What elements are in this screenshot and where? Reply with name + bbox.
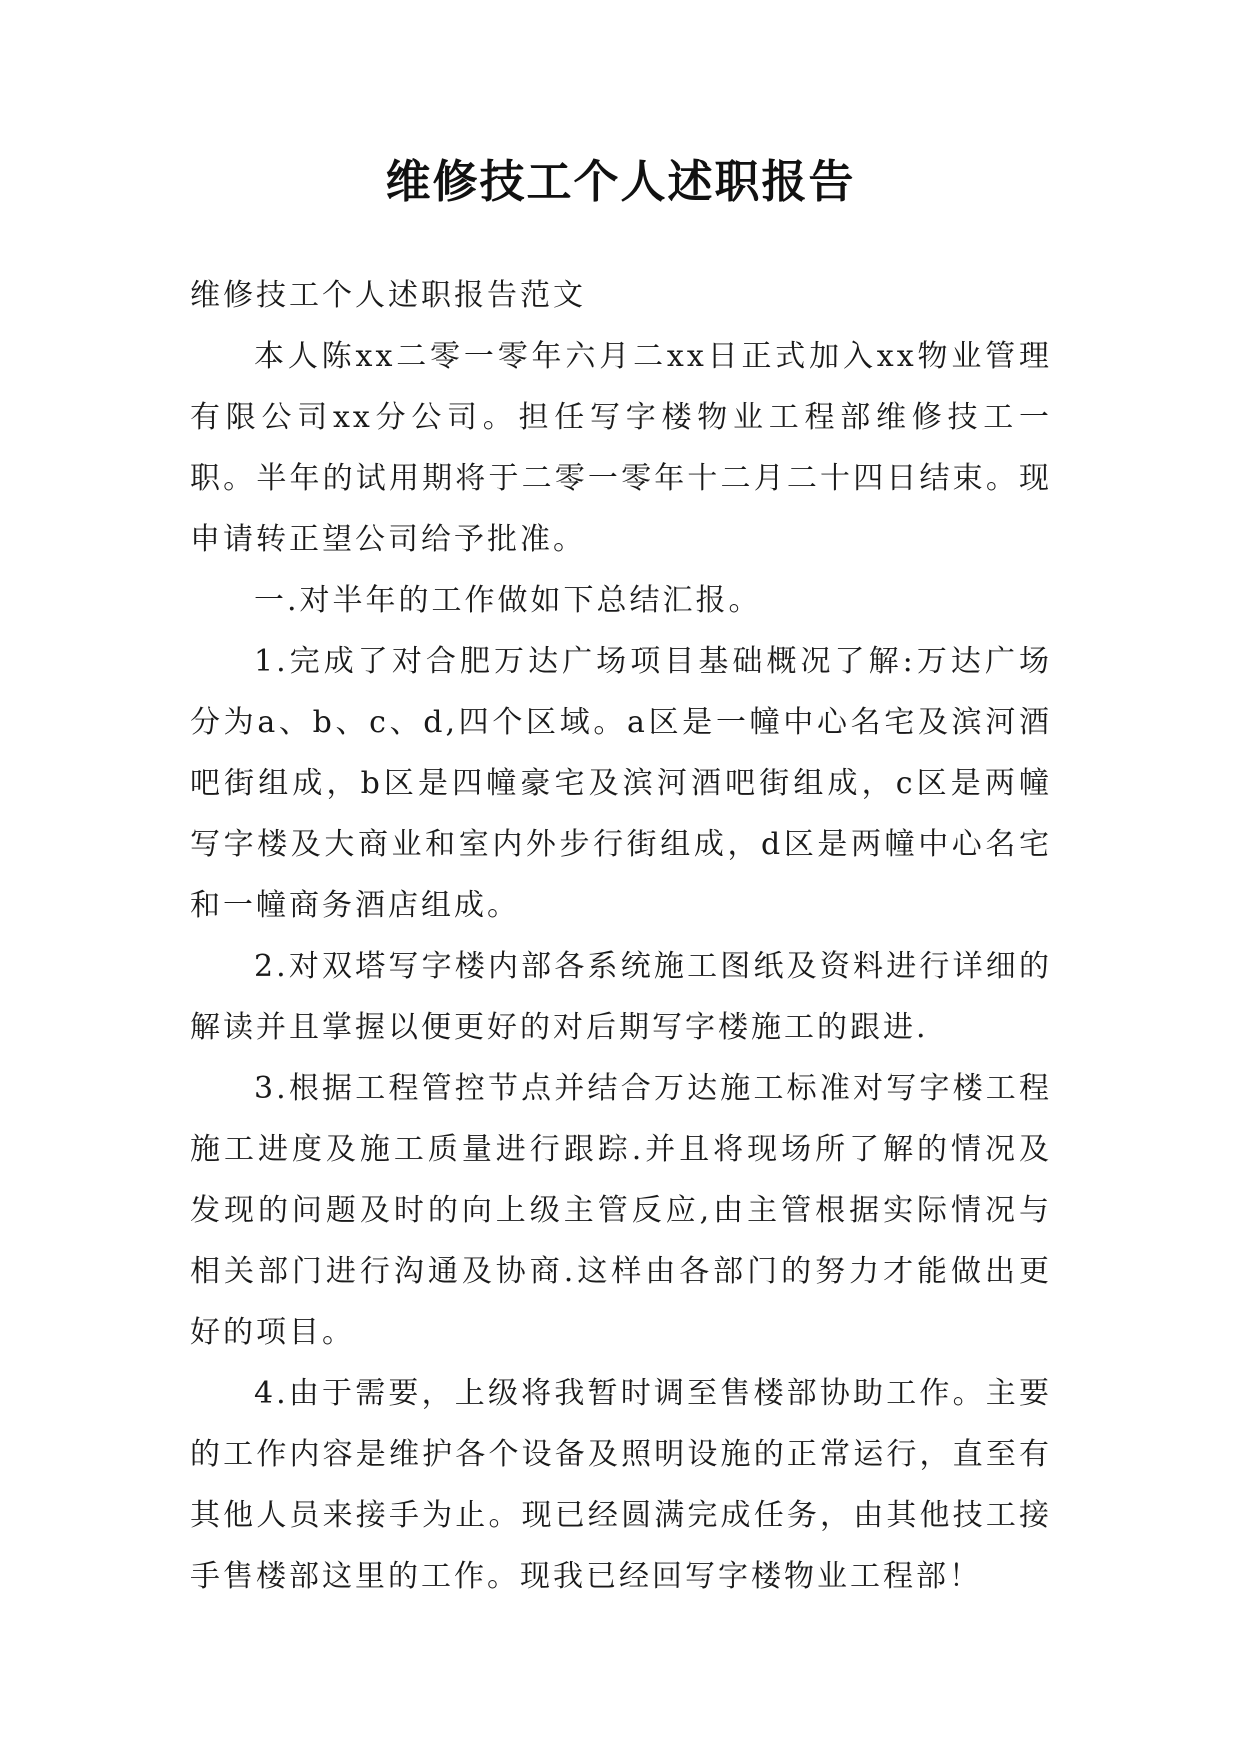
- paragraph-item-4: 4.由于需要，上级将我暂时调至售楼部协助工作。主要的工作内容是维护各个设备及照明设施的正常运行，直至有其他人员来接手为止。现已经圆满完成任务，由其他技工接手售楼部这里的工作。现我已经回写字楼物业工程部！: [190, 1376, 1052, 1594]
- document-body: [190, 265, 1052, 1607]
- paragraph-intro: 本人陈xx二零一零年六月二xx日正式加入xx物业管理有限公司xx分公司。担任写字楼物业工程部维修技工一职。半年的试用期将于二零一零年十二月二十四日结束。现申请转正望公司给予批准。: [190, 339, 1052, 557]
- paragraph-item-1: 1.完成了对合肥万达广场项目基础概况了解:万达广场分为a、b、c、d,四个区域。a区是一幢中心名宅及滨河酒吧街组成，b区是四幢豪宅及滨河酒吧街组成，c区是两幢写字楼及大商业和室内外步行街组成，d区是两幢中心名宅和一幢商务酒店组成。: [190, 644, 1052, 923]
- paragraph-section-heading: 一.对半年的工作做如下总结汇报。: [254, 583, 762, 618]
- document-title: 维修技工个人述职报告: [385, 155, 856, 208]
- paragraph-item-3: 3.根据工程管控节点并结合万达施工标准对写字楼工程施工进度及施工质量进行跟踪.并且将现场所了解的情况及发现的问题及时的向上级主管反应,由主管根据实际情况与相关部门进行沟通及协商.这样由各部门的努力才能做出更好的项目。: [190, 1071, 1052, 1350]
- document-subtitle: 维修技工个人述职报告范文: [190, 278, 586, 313]
- paragraph-item-2: 2.对双塔写字楼内部各系统施工图纸及资料进行详细的解读并且掌握以便更好的对后期写字楼施工的跟进.: [190, 949, 1052, 1045]
